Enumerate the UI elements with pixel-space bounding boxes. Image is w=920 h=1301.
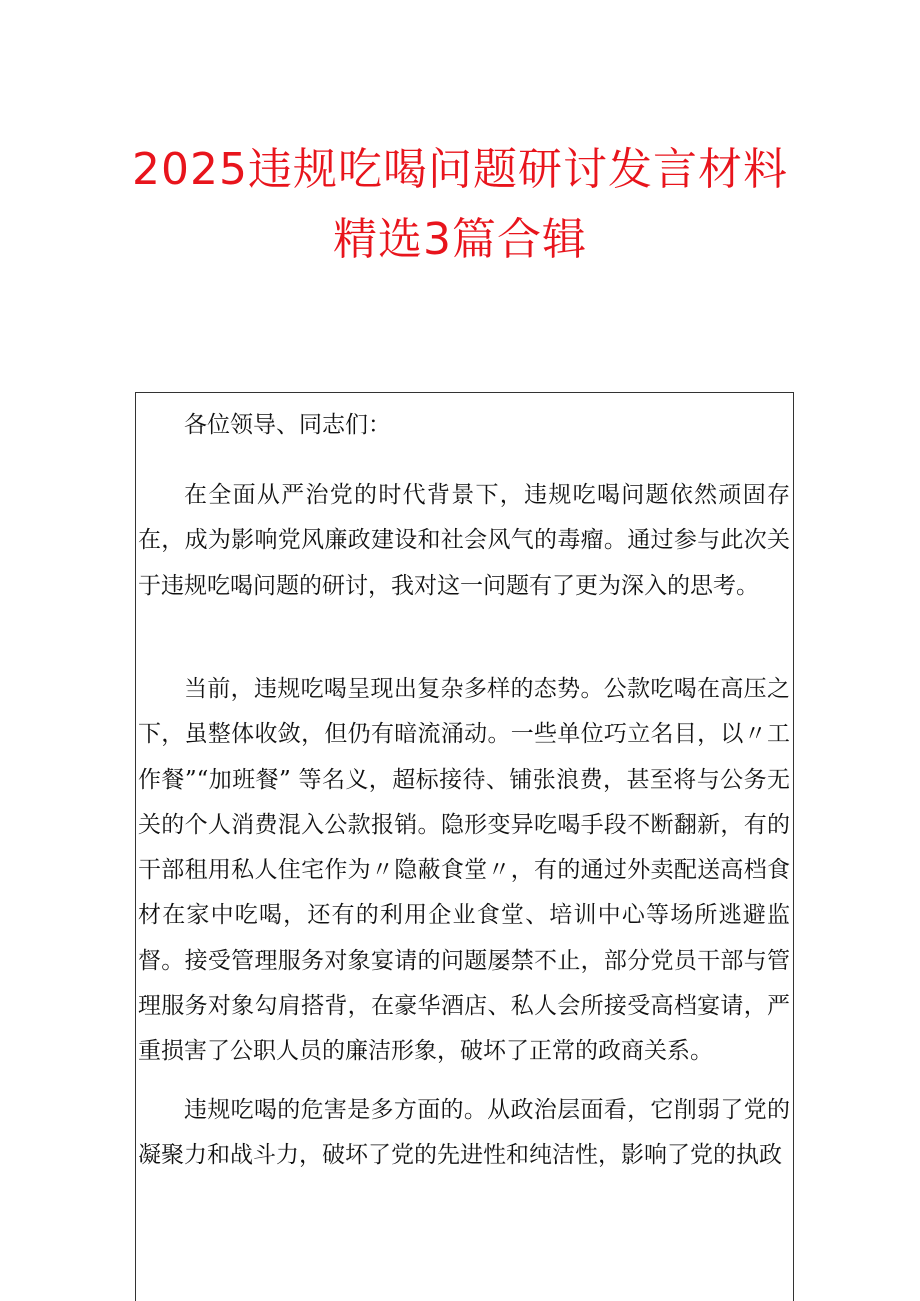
body-paragraph-2: 当前，违规吃喝呈现出复杂多样的态势。公款吃喝在高压之下，虽整体收敛，但仍有暗流涌动。一些单位巧立名目，以〃工作餐”“加班餐” 等名义，超标接待、铺张浪费，甚至将与公务无关的个人消费混入公款报销。隐形变异吃喝手段不断翻新，有的干部租用私人住宅作为〃隐蔽食堂〃，有的通过外卖配送高档食材在家中吃喝，还有的利用企业食堂、培训中心等场所逃避监督。接受管理服务对象宴请的问题屡禁不止，部分党员干部与管理服务对象勾肩搭背，在豪华酒店、私人会所接受高档宴请，严重损害了公职人员的廉洁形象，破坏了正常的政商关系。 xyxy=(138,676,790,1065)
body-paragraph-1: 在全面从严治党的时代背景下，违规吃喝问题依然顽固存在，成为影响党风廉政建设和社会风气的毒瘤。通过参与此次关于违规吃喝问题的研讨，我对这一问题有了更为深入的思考。 xyxy=(138,482,790,599)
content-frame xyxy=(135,392,794,1301)
greeting: 各位领导、同志们： xyxy=(184,412,391,438)
document-title-line-2: 精选3篇合辑 xyxy=(333,214,587,265)
document-title-line-1: 2025违规吃喝问题研讨发言材料 xyxy=(132,144,788,195)
body-paragraph-3: 违规吃喝的危害是多方面的。从政治层面看，它削弱了党的凝聚力和战斗力，破坏了党的先进性和纯洁性，影响了党的执政 xyxy=(138,1097,790,1169)
